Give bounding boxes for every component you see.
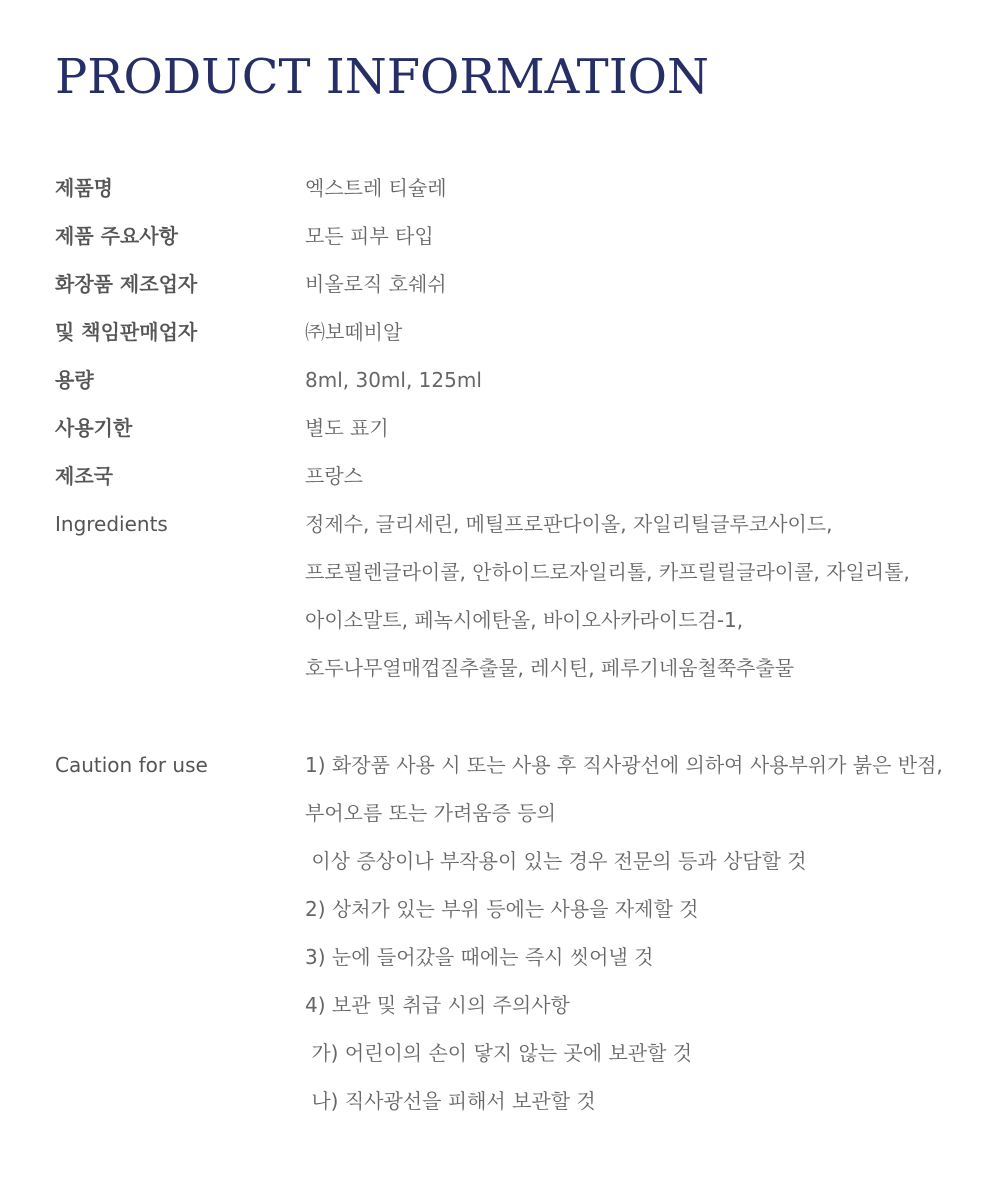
- label-volume: 용량: [55, 368, 94, 392]
- row-distributor: [55, 308, 955, 356]
- value-line: ㈜보떼비알: [305, 320, 403, 344]
- row-expiry: [55, 404, 955, 452]
- value-line: 프랑스: [305, 464, 363, 488]
- label-country: 제조국: [55, 464, 113, 488]
- label-distributor: 및 책임판매업자: [55, 320, 198, 344]
- value-volume: [305, 356, 955, 404]
- value-line: 1) 화장품 사용 시 또는 사용 후 직사광선에 의하여 사용부위가 붉은 반점,: [305, 753, 943, 777]
- value-line: 별도 표기: [305, 416, 389, 440]
- value-line: 4) 보관 및 취급 시의 주의사항: [305, 993, 570, 1017]
- value-line: 3) 눈에 들어갔을 때에는 즉시 씻어낼 것: [305, 945, 654, 969]
- row-key-features: [55, 212, 955, 260]
- product-info-table: [55, 164, 955, 1125]
- value-ingredients: [305, 500, 955, 692]
- value-line: 엑스트레 티슐레: [305, 176, 447, 200]
- label-manufacturer: 화장품 제조업자: [55, 272, 198, 296]
- value-line: 정제수, 글리세린, 메틸프로판다이올, 자일리틸글루코사이드,: [305, 512, 833, 536]
- value-line: 가) 어린이의 손이 닿지 않는 곳에 보관할 것: [305, 1041, 693, 1065]
- label-ingredients: Ingredients: [55, 512, 168, 536]
- value-line: 프로필렌글라이콜, 안하이드로자일리톨, 카프릴릴글라이콜, 자일리톨,: [305, 560, 910, 584]
- label-key-features: 제품 주요사항: [55, 224, 178, 248]
- row-volume: [55, 356, 955, 404]
- value-distributor: [305, 308, 955, 356]
- value-caution: [305, 741, 955, 1125]
- value-line: 모든 피부 타입: [305, 224, 434, 248]
- page-title: PRODUCT INFORMATION: [55, 49, 709, 105]
- row-caution: [55, 741, 955, 1125]
- value-line: 비올로직 호쉐쉬: [305, 272, 447, 296]
- row-country: [55, 452, 955, 500]
- value-line: 아이소말트, 페녹시에탄올, 바이오사카라이드검-1,: [305, 608, 744, 632]
- value-expiry: [305, 404, 955, 452]
- row-ingredients: [55, 500, 955, 692]
- value-key-features: [305, 212, 955, 260]
- row-manufacturer: [55, 260, 955, 308]
- value-line: 8ml, 30ml, 125ml: [305, 368, 482, 392]
- label-expiry: 사용기한: [55, 416, 133, 440]
- value-country: [305, 452, 955, 500]
- value-line: 나) 직사광선을 피해서 보관할 것: [305, 1089, 596, 1113]
- value-product-name: [305, 164, 955, 212]
- value-line: 부어오름 또는 가려움증 등의: [305, 801, 556, 825]
- value-line: 호두나무열매껍질추출물, 레시틴, 페루기네움철쭉추출물: [305, 656, 795, 680]
- row-product-name: [55, 164, 955, 212]
- section-spacer: [55, 692, 955, 741]
- value-line: 2) 상처가 있는 부위 등에는 사용을 자제할 것: [305, 897, 699, 921]
- value-line: 이상 증상이나 부작용이 있는 경우 전문의 등과 상담할 것: [305, 849, 807, 873]
- label-caution: Caution for use: [55, 753, 208, 777]
- value-manufacturer: [305, 260, 955, 308]
- label-product-name: 제품명: [55, 176, 113, 200]
